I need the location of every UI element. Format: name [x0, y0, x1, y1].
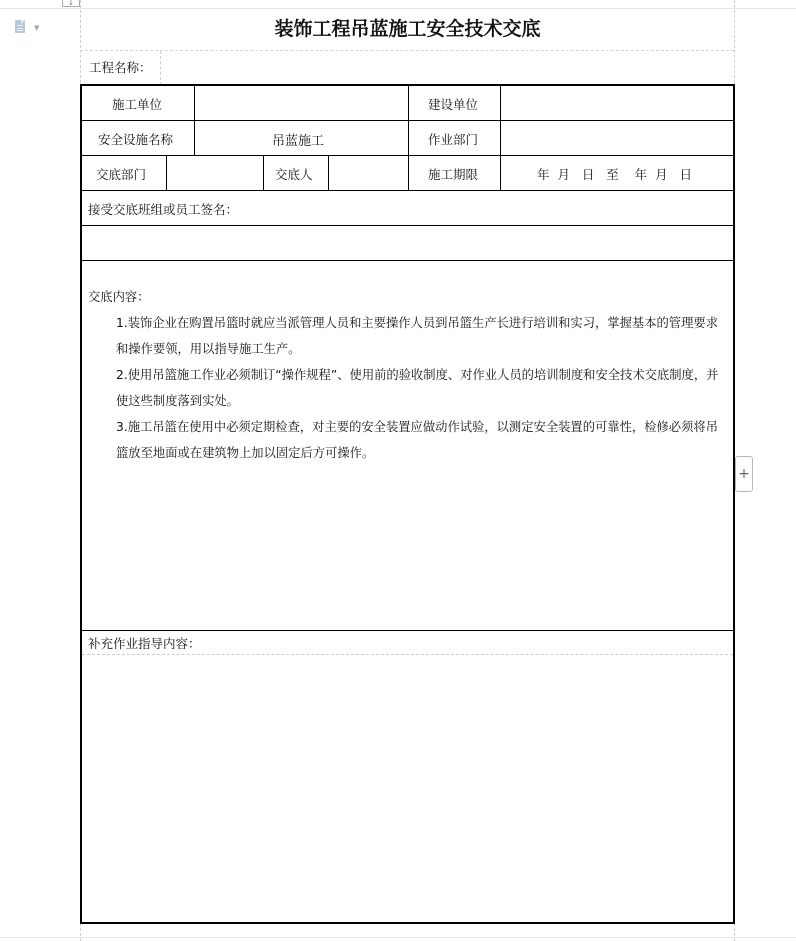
content-label: 交底内容： — [88, 290, 150, 304]
work-dept-label: 作业部门 — [428, 132, 479, 147]
page-bottom-edge — [0, 937, 796, 938]
builder-unit-field[interactable] — [508, 95, 723, 113]
safety-facility-value[interactable]: 吊蓝施工 — [272, 134, 325, 149]
title-guide — [80, 50, 734, 51]
period-value[interactable]: 年 月 日 至 年 月 日 — [537, 167, 693, 182]
content-item-2: 2.使用吊篮施工作业必须制订“操作规程”、使用前的验收制度、对作业人员的培训制度和安全技术交底制度，并使这些制度落到实处。 — [116, 368, 719, 408]
supplement-content-area[interactable] — [88, 661, 724, 911]
supplement-label: 补充作业指导内容： — [88, 636, 201, 651]
arrow-down-icon[interactable]: ↓ — [62, 0, 80, 7]
project-name-label: 工程名称： — [89, 60, 152, 75]
handover-content[interactable] — [88, 284, 728, 466]
page-top-edge — [0, 8, 796, 9]
builder-unit-label: 建设单位 — [428, 97, 479, 112]
construction-unit-label: 施工单位 — [112, 97, 163, 112]
handover-person-label: 交底人 — [275, 167, 313, 182]
construction-unit-field[interactable] — [202, 95, 402, 113]
project-name-field[interactable] — [160, 51, 161, 85]
signature-field[interactable] — [88, 231, 724, 255]
content-item-3: 3.施工吊篮在使用中必须定期检查，对主要的安全装置应做动作试验，以测定安全装置的可靠性，检修必须将吊篮放至地面或在建筑物上加以固定后方可操作。 — [116, 420, 718, 460]
content-item-1: 1.装饰企业在购置吊篮时就应当派管理人员和主要操作人员到吊篮生产长进行培训和实习，掌握基本的管理要求和操作要领，用以指导施工生产。 — [116, 316, 718, 356]
caret-down-icon[interactable]: ▼ — [34, 24, 40, 32]
signature-label: 接受交底班组或员工签名： — [88, 202, 239, 217]
work-dept-field[interactable] — [508, 130, 723, 148]
handover-person-field[interactable] — [334, 165, 402, 183]
add-button[interactable]: + — [735, 456, 753, 492]
document-icon[interactable] — [15, 20, 27, 34]
handover-dept-field[interactable] — [172, 165, 257, 183]
period-label: 施工期限 — [428, 167, 479, 182]
document-title: 装饰工程吊蓝施工安全技术交底 — [274, 18, 541, 40]
safety-facility-label: 安全设施名称 — [98, 132, 174, 147]
handover-dept-label: 交底部门 — [96, 167, 147, 182]
handover-table — [80, 84, 735, 924]
